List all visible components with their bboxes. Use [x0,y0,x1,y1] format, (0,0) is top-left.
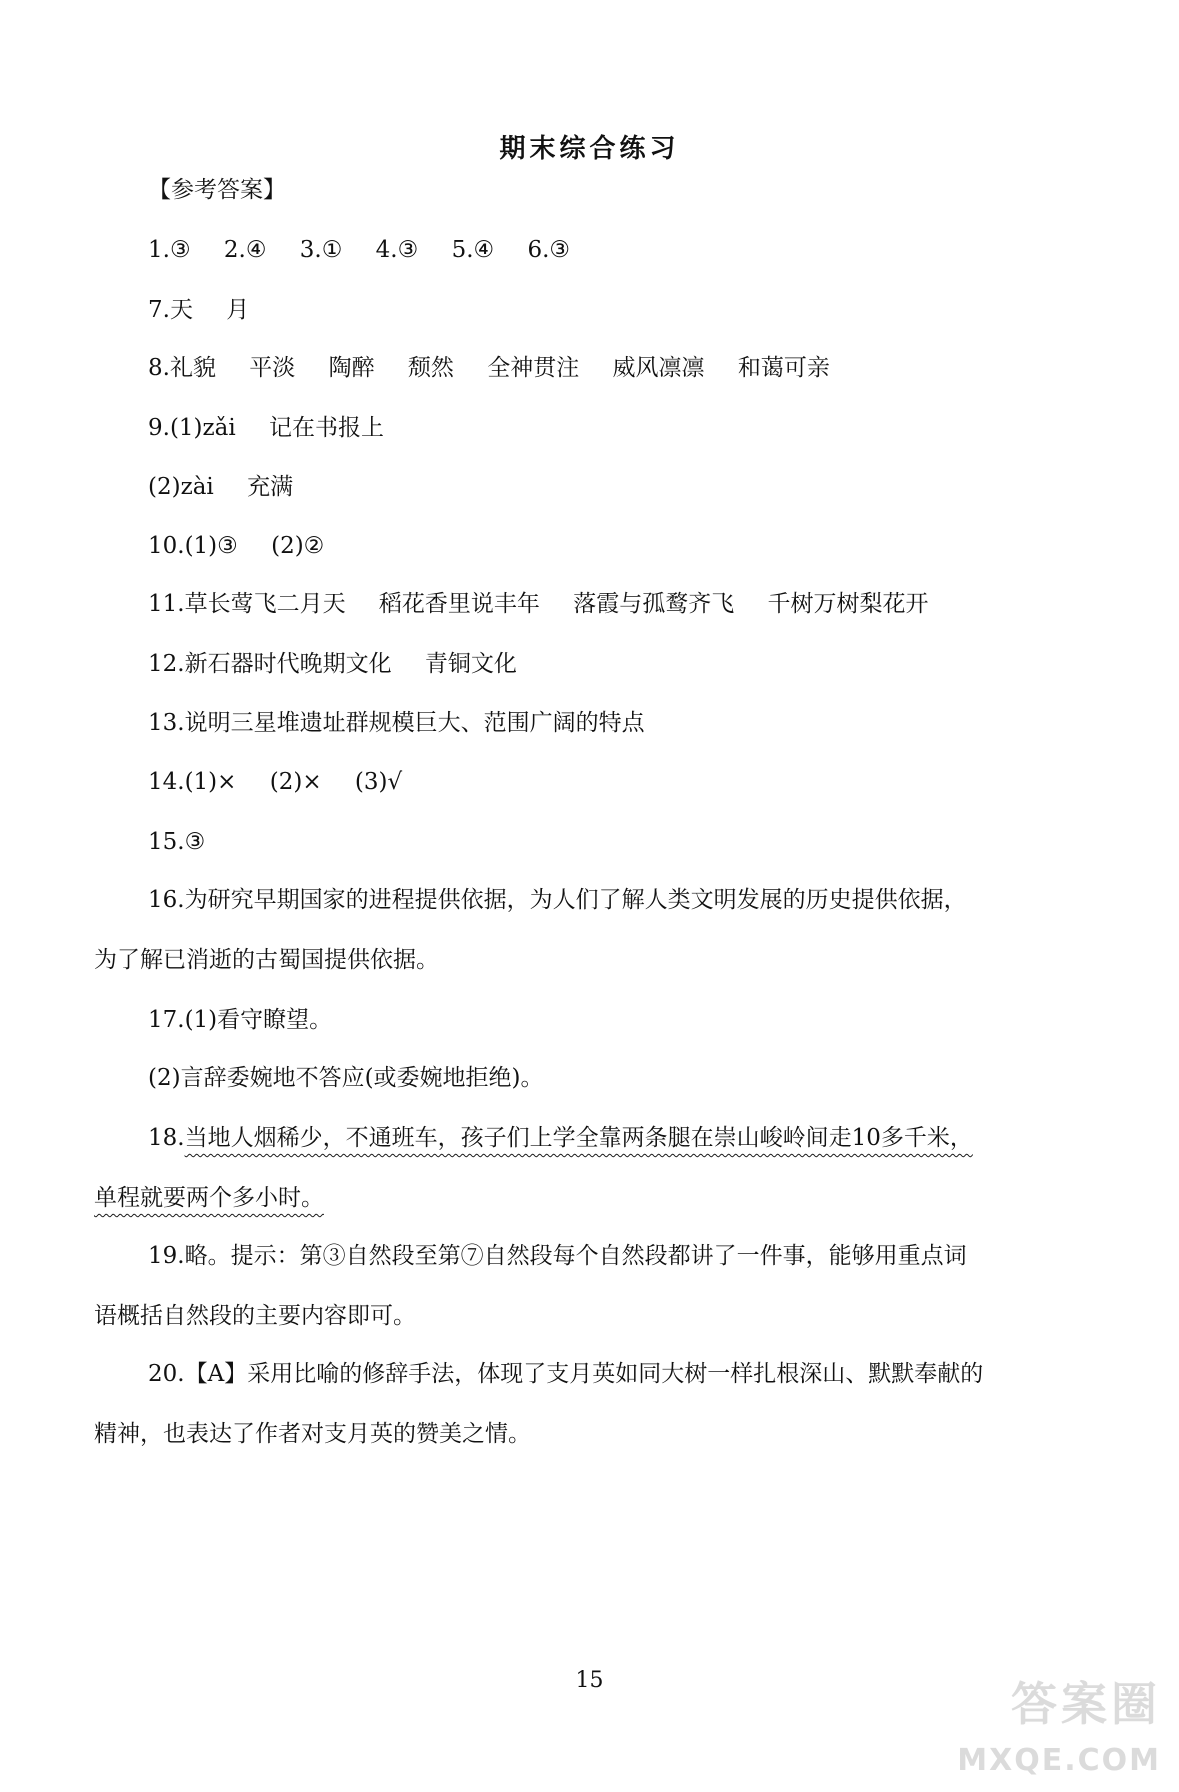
answer-item: 14.(1)× [148,769,237,795]
answer-item: 4.③ [375,237,419,263]
answer-16-line-2: 为了解已消逝的古蜀国提供依据。 [94,947,439,973]
answer-9-2 [148,471,293,503]
answer-item: 稻花香里说丰年 [378,591,540,617]
answer-item: (2)② [271,533,325,559]
answer-item: 7.天 [148,297,193,323]
answer-item: 6.③ [527,237,571,263]
answer-item: 和蔼可亲 [737,355,830,381]
underlined-answer: 当地人烟稀少，不通班车，孩子们上学全靠两条腿在崇山峻岭间走10多千米， [184,1125,973,1151]
answer-item: 威风凛凛 [612,355,705,381]
answer-19-line-2: 语概括自然段的主要内容即可。 [94,1303,416,1329]
answer-1-6 [148,234,570,266]
page-title: 期末综合练习 [499,134,680,164]
answer-17-1: 17.(1)看守瞭望。 [148,1007,333,1033]
answer-20-line-1: 20.【A】采用比喻的修辞手法，体现了支月英如同大树一样扎根深山、默默奉献的 [148,1361,984,1387]
answer-18-line-1 [148,1122,973,1154]
answer-13: 13.说明三星堆遗址群规模巨大、范围广阔的特点 [148,710,645,736]
answer-number: 18. [148,1125,185,1151]
answer-item: 8.礼貌 [148,355,216,381]
answer-19-line-1: 19.略。提示：第③自然段至第⑦自然段每个自然段都讲了一件事，能够用重点词 [148,1243,967,1269]
answer-item: 5.④ [451,237,495,263]
answer-item: (2)× [269,769,322,795]
answer-item: 月 [226,297,250,323]
answer-item: 3.① [299,237,343,263]
answer-item: 12.新石器时代晚期文化 [148,651,392,677]
answer-20-line-2: 精神，也表达了作者对支月英的赞美之情。 [94,1421,531,1447]
answer-item: 千树万树梨花开 [767,591,929,617]
answer-item: (2)zài [148,474,214,500]
answer-11 [148,588,929,620]
answer-8 [148,352,830,384]
watermark-text: 答案圈 [1011,1677,1161,1731]
answer-12 [148,648,517,680]
underlined-answer: 单程就要两个多小时。 [94,1185,324,1211]
answer-7 [148,294,249,326]
answer-16-line-1: 16.为研究早期国家的进程提供依据，为人们了解人类文明发展的历史提供依据， [148,887,967,913]
answer-item: 青铜文化 [424,651,517,677]
watermark-logo [941,1668,1161,1778]
answer-item: 充满 [247,474,294,500]
page-number: 15 [575,1668,604,1693]
answer-item: 2.④ [223,237,267,263]
answer-item: 1.③ [148,237,191,263]
answer-item: 11.草长莺飞二月天 [148,591,346,617]
answer-item: 记在书报上 [269,415,385,441]
answer-item: 陶醉 [328,355,375,381]
section-heading: 【参考答案】 [148,177,286,203]
answer-14 [148,766,402,798]
answer-item: 全神贯注 [487,355,580,381]
answer-9-1 [148,412,384,444]
answer-item: 9.(1)zǎi [148,415,236,441]
answer-18-line-2 [94,1182,324,1214]
answer-10 [148,530,324,562]
answer-17-2: (2)言辞委婉地不答应(或委婉地拒绝)。 [148,1065,544,1091]
answer-item: 平淡 [249,355,296,381]
answer-item: (3)√ [354,769,403,795]
watermark-url: MXQE.COM [957,1743,1161,1778]
answer-item: 落霞与孤鹜齐飞 [573,591,735,617]
answer-15: 15.③ [148,829,206,855]
answer-item: 10.(1)③ [148,533,238,559]
answer-item: 颓然 [407,355,454,381]
